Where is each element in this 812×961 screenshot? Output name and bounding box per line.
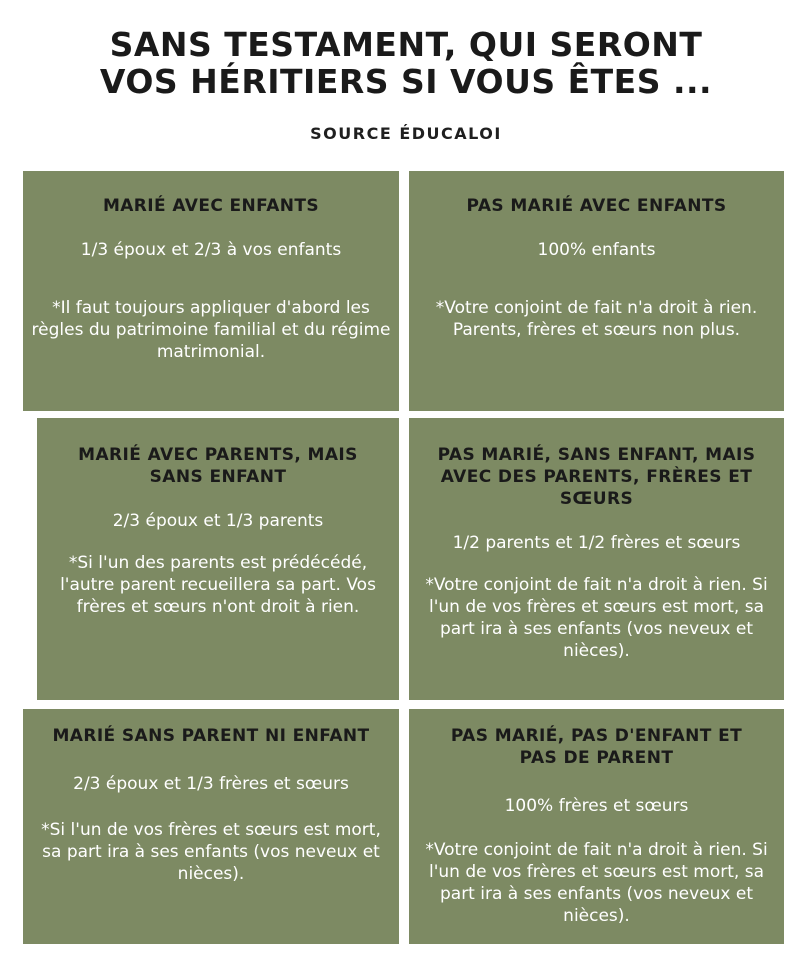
panel-unmarried-with-children bbox=[409, 171, 784, 411]
panel-heading: PAS MARIÉ, SANS ENFANT, MAIS AVEC DES PARENTS, FRÈRES ET SŒURS bbox=[437, 445, 756, 509]
panel-unmarried-with-parents-siblings bbox=[409, 418, 784, 700]
panel-note: *Votre conjoint de fait n'a droit à rien. Parents, frères et sœurs non plus. bbox=[435, 298, 758, 340]
source-label: SOURCE ÉDUCALOI bbox=[310, 124, 502, 143]
page-title-line-1: SANS TESTAMENT, QUI SERONT bbox=[109, 25, 703, 64]
panel-share: 100% enfants bbox=[537, 240, 656, 260]
panel-heading: PAS MARIÉ AVEC ENFANTS bbox=[466, 196, 727, 216]
panel-share: 1/2 parents et 1/2 frères et sœurs bbox=[452, 533, 741, 553]
panel-married-with-children bbox=[23, 171, 399, 411]
panel-heading: MARIÉ SANS PARENT NI ENFANT bbox=[52, 726, 370, 746]
panel-note: *Il faut toujours appliquer d'abord les règles du patrimoine familial et du régime matrimonial. bbox=[31, 298, 391, 362]
panel-note: *Si l'un des parents est prédécédé, l'autre parent recueillera sa part. Vos frères et sœurs n'ont droit à rien. bbox=[60, 553, 376, 617]
panel-unmarried-no-child-no-parent bbox=[409, 709, 784, 944]
panel-married-with-parents bbox=[37, 418, 399, 700]
page-title-line-2: VOS HÉRITIERS SI VOUS ÊTES ... bbox=[99, 62, 713, 101]
panel-share: 100% frères et sœurs bbox=[504, 796, 689, 816]
panel-share: 1/3 époux et 2/3 à vos enfants bbox=[80, 240, 342, 260]
panel-note: *Votre conjoint de fait n'a droit à rien. Si l'un de vos frères et sœurs est mort, sa part ira à ses enfants (vos neveux et nièces). bbox=[425, 575, 768, 661]
panel-note: *Votre conjoint de fait n'a droit à rien. Si l'un de vos frères et sœurs est mort, sa part ira à ses enfants (vos neveux et nièces). bbox=[425, 840, 768, 926]
panel-heading: MARIÉ AVEC ENFANTS bbox=[102, 196, 320, 216]
panel-note: *Si l'un de vos frères et sœurs est mort, sa part ira à ses enfants (vos neveux et nièces). bbox=[41, 820, 381, 884]
panel-share: 2/3 époux et 1/3 parents bbox=[112, 511, 324, 531]
panel-married-no-parent-no-child bbox=[23, 709, 399, 944]
page-title bbox=[0, 26, 812, 100]
panel-heading: MARIÉ AVEC PARENTS, MAIS SANS ENFANT bbox=[78, 445, 358, 487]
panel-share: 2/3 époux et 1/3 frères et sœurs bbox=[73, 774, 349, 794]
panel-heading: PAS MARIÉ, PAS D'ENFANT ET PAS DE PARENT bbox=[450, 726, 743, 768]
